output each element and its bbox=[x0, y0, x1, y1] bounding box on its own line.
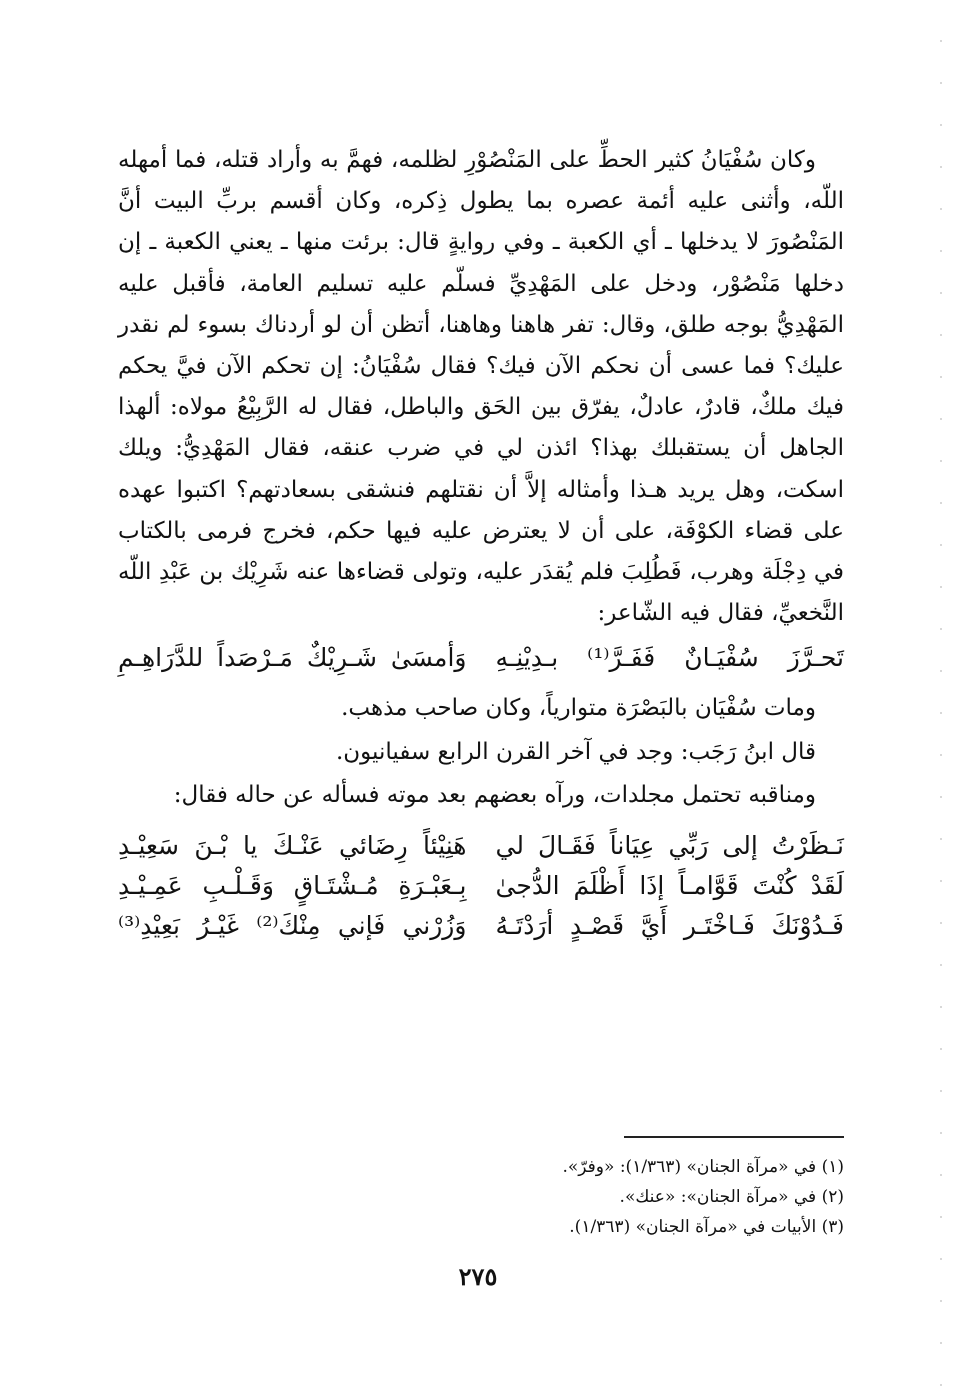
page-body bbox=[118, 140, 844, 946]
poem-line-3-second-hemistich: وَزُرْني فَإني مِنْكَ⁽²⁾ غَيْـرُ بَعِيْدِ⁽³⁾ bbox=[118, 911, 467, 941]
poem-line-2 bbox=[118, 866, 844, 906]
verse-1 bbox=[118, 638, 844, 678]
verse-1-first-hemistich: تَحـرَّزَ سُفْيَـانٌ فَفَـرَّ⁽¹⁾ بـدِيْنِـهِ bbox=[495, 643, 844, 673]
footnote-1: (١) في «مرآة الجنان» (١/٣٦٣): «وفرّ». bbox=[562, 1157, 844, 1177]
poem bbox=[118, 826, 844, 946]
poem-line-3-first-hemistich: فَـدُوْنَكَ فَـاخْتَـر أَيَّ قَصْـدٍ أرَدْتَـهُ bbox=[495, 911, 844, 941]
footnote-2: (٢) في «مرآة الجنان»: «عنك». bbox=[619, 1187, 844, 1207]
scan-margin-artifact bbox=[940, 0, 942, 1389]
poem-line-2-second-hemistich: بِـعَبْـرَةِ مُـشْتَـاقٍ وَقَـلْـبِ عَمِـيْـدِ bbox=[118, 871, 467, 901]
verse-1-second-hemistich: وَأمسَىٰ شَـرِيْكٌ مَـرْصَداً للدَّرَاهِـمِ bbox=[118, 643, 467, 673]
poem-line-1-second-hemistich: هَنِيْئاً رِضَائي عَنْـكَ يا بْـنَ سَعِيْـدِ bbox=[118, 831, 467, 861]
poem-line-3 bbox=[118, 906, 844, 946]
paragraph-death: ومات سُفْيَان بالبَصْرَة متوارياً، وكان صاحب مذهب. bbox=[341, 695, 816, 722]
paragraph-virtues: ومناقبه تحتمل مجلدات، ورآه بعضهم بعد موته فسأله عن حاله فقال: bbox=[173, 781, 816, 808]
page-number: ٢٧٥ bbox=[458, 1262, 498, 1291]
footnote-separator bbox=[624, 1136, 844, 1138]
poem-line-1 bbox=[118, 826, 844, 866]
footnotes bbox=[244, 1152, 844, 1242]
poem-line-1-first-hemistich: نَـظَرْتُ إلى رَبِّي عِيَاناً فَقَـالَ لي bbox=[495, 831, 844, 861]
footnote-3: (٣) الأبيات في «مرآة الجنان» (١/٣٦٣). bbox=[569, 1217, 844, 1237]
poem-line-2-first-hemistich: لَقَدْ كُنْتَ قَوَّامـاً إذَا أَظْلَمَ الدُّجىٰ bbox=[495, 871, 844, 901]
paragraph-ibn-rajab: قال ابنُ رَجَب: وجد في آخر القرن الرابع سفيانيون. bbox=[335, 738, 816, 765]
paragraph-main: وكان سُفْيَانُ كثير الحطِّ على المَنْصُوْرِ لظلمه، فهمَّ به وأراد قتله، فما أمهله اللّه، وأثنى عليه أئمة عصره بما يطول ذِكره، وكان أقسم بربِّ البيت أنَّ المَنْصُورَ لا يدخلها ـ أي الكعبة ـ وفي روايةٍ قال: برئت منها ـ يعني الكعبة ـ إن دخلها مَنْصُوْر، ودخل على المَهْدِيِّ فسلّم عليه تسليم العامة، فأقبل عليه المَهْدِيُّ بوجه طلق، وقال: تفر هاهنا وهاهنا، أتظن أن لو أردناك بسوء لم نقدر عليك؟ فما عسى أن نحكم الآن فيك؟ فقال سُفْيَانُ: إن تحكم الآن فيَّ يحكم فيك ملكٌ، قادرٌ، عادلٌ، يفرّق بين الحَق والباطل، فقال له الرَّبِيْعُ مولاه: ألهذا الجاهل أن يستقبلك بهذا؟ ائذن لي في ضرب عنقه، فقال المَهْدِيُّ: ويلك اسكت، وهل يريد هـذا وأمثاله إلاَّ أن نقتلهم فنشقى بسعادتهم؟ اكتبوا عهده على قضاء الكوْفَة، على أن لا يعترض عليه فيها حكم، فخرج فرمى بالكتاب في دِجْلَة وهرب، فَطُلِبَ فلم يُقدَر عليه، وتولى قضاءها عنه شَرِيْك بن عَبْدِ اللّه النَّخعيِّ، فقال فيه الشّاعر: bbox=[118, 147, 844, 627]
